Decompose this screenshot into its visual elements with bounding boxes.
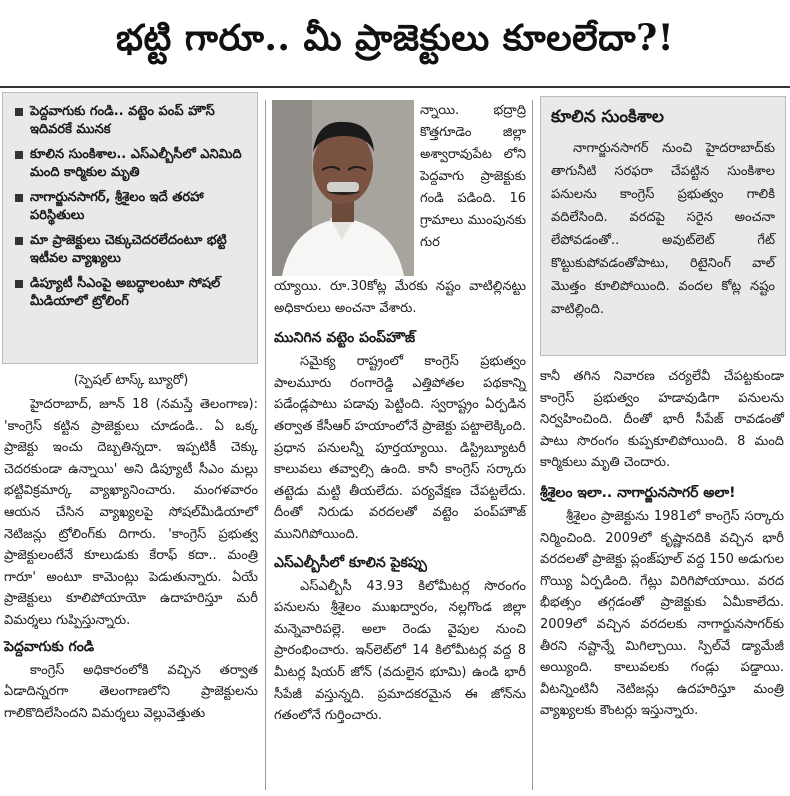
highlight-text: పెద్దవాగుకు గండి.. వట్టెం పంప్ హౌస్ ఇదివరకే మునక (30, 104, 215, 137)
byline: (స్పెషల్ టాస్క్ బ్యూరో) (73, 373, 189, 388)
sidebar-box-text: నాగార్జునసాగర్ నుంచి హైదరాబాద్‌కు తాగునీటి సరఫరా చేపట్టిన సుంకిశాల పనులను కాంగ్రెస్ ప్రభుత్వం గాలికి వదిలేసింది. వరదపై సరైన అంచనా లేపోవడంతో.. అవుట్‌లెట్ గేట్ కొట్టుకుపోవడంతోపాటు, రిటైనింగ్ వాల్ మొత్తం కూలిపోయింది. వందల కోట్ల నష్టం వాటిల్లింది. (551, 141, 775, 317)
middle-side-text (420, 100, 526, 254)
subheading: ఎస్ఎల్బీసీలో కూలిన పైకప్పు (274, 554, 427, 571)
highlight-item (15, 189, 247, 225)
highlight-item (15, 103, 247, 139)
square-bullet-icon (15, 108, 23, 116)
square-bullet-icon (15, 151, 23, 159)
column-divider (265, 100, 266, 790)
square-bullet-icon (15, 237, 23, 245)
square-bullet-icon (15, 280, 23, 288)
highlight-item (15, 232, 247, 268)
highlight-text: నాగార్జునసాగర్, శ్రీశైలం ఇదే తరహా పరిస్థితులు (30, 190, 204, 223)
highlight-text: కూలిన సుంకిశాల.. ఎస్ఎల్బీసీలో ఎనిమిది మంది కార్మికుల మృతి (30, 147, 242, 180)
body-paragraph: కాంగ్రెస్ అధికారంలోకి వచ్చిన తర్వాత ఏడాదిన్నరగా తెలంగాణలోని ప్రాజెక్టులను గాలికొదిలేసిందని విమర్శలు వెల్లువెత్తుతు (4, 662, 258, 721)
highlight-item (15, 275, 247, 311)
highlights-box (2, 92, 258, 364)
headline: భట్టి గారూ.. మీ ప్రాజెక్టులు కూలలేదా?! (115, 16, 675, 59)
highlight-item (15, 146, 247, 182)
sidebar-box (540, 96, 786, 356)
body-paragraph: న్నాయి. భద్రాద్రి కొత్తగూడెం జిల్లా అశ్వారావుపేట లోని పెద్దవాగు ప్రాజెక్టుకు గండి పడింది. 16 గ్రామాలు ముంపునకు గుర (420, 103, 526, 250)
column-divider (532, 100, 533, 790)
highlight-text: మా ప్రాజెక్టులు చెక్కుచెదరలేదంటూ భట్టి ఇటీవల వ్యాఖ్యలు (30, 233, 227, 266)
middle-column (274, 276, 526, 727)
deputy-cm-photo (272, 100, 414, 276)
right-column (540, 366, 784, 722)
subheading: మునిగిన వట్టెం పంప్‌హౌజ్ (274, 330, 416, 347)
portrait-illustration (272, 100, 414, 276)
body-paragraph: హైదరాబాద్, జూన్ 18 (నమస్తే తెలంగాణ): 'కాంగ్రెస్ కట్టిన ప్రాజెక్టులు చూడండి.. ఏ ఒక్క ప్రాజెక్టు ఇంచు దెబ్బతిన్నదా. ఇప్పటికీ చెక్కు చెదరకుండా ఉన్నాయి' అని డిప్యూటీ సీఎం మల్లు భట్టివిక్రమార్క వ్యాఖ్యానించారు. మంగళవారం ఆయన చేసిన వ్యాఖ్యలపై సోషల్‌మీడియాలో నెటిజన్లు ట్రోలింగ్‌కు దిగారు. 'కాంగ్రెస్ ప్రభుత్వ ప్రాజెక్టులంటేనే కూలుడుకు కేరాఫ్ కదా.. మంత్రి గారూ' అంటూ కామెంట్లు పెడుతున్నారు. ఏయే ప్రాజెక్టులు కూలిపోయాయో ఉదాహరిస్తూ మరీ విమర్శలు గుప్పిస్తున్నారు. (4, 397, 258, 628)
headline-divider (0, 86, 790, 88)
subheading: పెద్దవాగుకు గండి (4, 638, 95, 655)
body-paragraph: సమైక్య రాష్ట్రంలో కాంగ్రెస్ ప్రభుత్వం పాలమూరు రంగారెడ్డి ఎత్తిపోతల పథకాన్ని పడేండ్లపాటు పడావు పెట్టింది. స్వరాష్ట్రం ఏర్పడిన తర్వాత కేసీఆర్ హయాంలోనే ప్రాజెక్టు పట్టాలెక్కింది. ప్రధాన పనులన్నీ పూర్తయ్యాయి. డిస్ట్రిబ్యూటరీ కాలువలు తవ్వాల్సి ఉంది. కానీ కాంగ్రెస్ సర్కారు తట్టెడు మట్టి తీయలేదు. పర్యవేక్షణ చేపట్టలేదు. దీంతో నిరుడు వరదలతో వట్టెం పంప్‌హౌజ్ మునిగిపోయింది. (274, 354, 526, 542)
left-column (4, 370, 258, 724)
square-bullet-icon (15, 194, 23, 202)
sidebar-box-title: కూలిన సుంకిశాల (551, 107, 664, 127)
body-paragraph: య్యాయి. రూ.30కోట్ల మేరకు నష్టం వాటిల్లినట్టు అధికారులు అంచనా వేశారు. (274, 279, 526, 316)
body-paragraph: కానీ తగిన నివారణ చర్యలేవీ చేపట్టకుండా కాంగ్రెస్ ప్రభుత్వం హడావుడిగా పనులను నిర్వహించింది. దీంతో భారీ సీపేజ్ రావడంతో పాటు సొరంగం కుప్పకూలిపోయింది. 8 మంది కార్మికులు మృతి చెందారు. (540, 369, 784, 471)
body-paragraph: ఎస్ఎల్బీసీ 43.93 కిలోమీటర్ల సొరంగం పనులను శ్రీశైలం ముఖద్వారం, నల్లగొండ జిల్లా మన్నెవారిపల్లె. అలా రెండు వైపుల నుంచి ప్రారంభించారు. ఇన్‌లెట్‌లో 14 కిలోమీటర్ల వద్ద 8 మీటర్ల షియర్ జోన్ (వదులైన భూమి) ఉండి భారీ సీపేజీ వస్తున్నది. ప్రమాదకరమైన ఈ జోన్‌ను గతంలోనే గుర్తించారు. (274, 578, 526, 724)
highlight-text: డిప్యూటీ సీఎంపై అబద్ధాలంటూ సోషల్ మీడియాలో ట్రోలింగ్ (30, 276, 221, 309)
body-paragraph: శ్రీశైలం ప్రాజెక్టును 1981లో కాంగ్రెస్ సర్కారు నిర్మించింది. 2009లో కృష్ణానదికి వచ్చిన భారీ వరదలతో ప్రాజెక్టు ప్లంజ్‌పూల్ వద్ద 150 అడుగుల గొయ్యి ఏర్పడింది. గేట్లు విరిగిపోయాయి. వరద భీభత్సం తగ్గడంతో ప్రాజెక్టుకు ఏమీకాలేదు. 2009లో వచ్చిన వరదలకు నాగార్జునసాగర్‌కు తీరని నష్టాన్నే మిగిల్చాయి. స్పిల్‌వే డ్యామేజీ అయ్యింది. కాలువలకు గండ్లు పడ్డాయి. వీటన్నింటినీ నెటిజన్లు ఉదహరిస్తూ మంత్రి వ్యాఖ్యలకు కౌంటర్లు ఇస్తున్నారు. (540, 508, 784, 719)
subheading: శ్రీశైలం ఇలా.. నాగార్జునసాగర్ అలా! (540, 484, 736, 501)
